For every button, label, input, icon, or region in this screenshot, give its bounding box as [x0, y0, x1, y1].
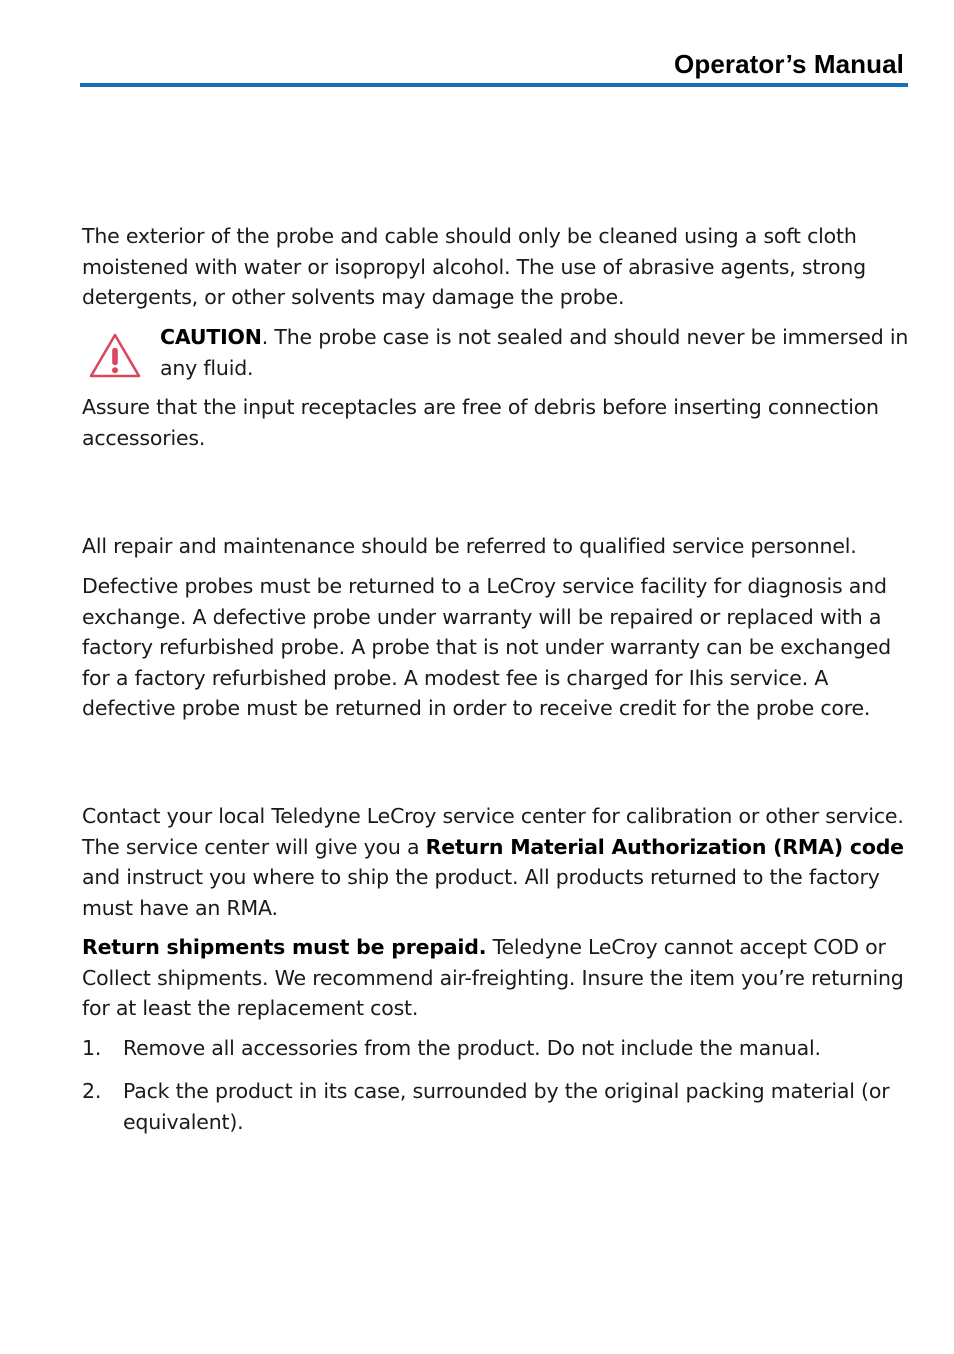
- caution-body: . The probe case is not sealed and should never be immersed in any fluid.: [160, 325, 909, 380]
- returning-p1-after: and instruct you where to ship the product. All products returned to the factory must have an RMA.: [82, 865, 880, 920]
- service-paragraph-1: All repair and maintenance should be referred to qualified service personnel.: [82, 534, 857, 558]
- returning-p2-after: Teledyne LeCroy cannot accept COD or Collect shipments. We recommend air-freighting. Insure the item you’re returning for at least the replacement cost.: [82, 935, 904, 1020]
- header-rule: [80, 83, 908, 87]
- manual-title: Operator’s Manual: [674, 49, 904, 79]
- service-paragraph-2: Defective probes must be returned to a LeCroy service facility for diagnosis and exchange. A defective probe under warranty will be repaired or replaced with a factory refurbished probe. A probe that is not under warranty can be exchanged for a factory refurbished probe. A modest fee is charged for Ihis service. A defective probe must be returned in order to receive credit for the probe core.: [82, 574, 891, 720]
- receptacles-paragraph: Assure that the input receptacles are free of debris before inserting connection accessories.: [82, 395, 879, 450]
- prepaid-bold: Return shipments must be prepaid.: [82, 935, 487, 959]
- caution-note: [82, 322, 912, 386]
- list-item-text: Remove all accessories from the product. Do not include the manual.: [123, 1036, 821, 1060]
- returning-paragraph-2: [82, 932, 912, 1024]
- list-item-text: Pack the product in its case, surrounded by the original packing material (or equivalent).: [123, 1079, 890, 1134]
- returning-p1-text: Contact your local Teledyne LeCroy service center for calibration or other service. The service center will give you a: [82, 804, 904, 859]
- cleaning-paragraph: The exterior of the probe and cable should only be cleaned using a soft cloth moistened with water or isopropyl alcohol. The use of abrasive agents, strong detergents, or other solvents may damage the probe.: [82, 224, 866, 309]
- warning-triangle-icon: [88, 332, 142, 380]
- list-item-number: 1.: [82, 1036, 102, 1060]
- returning-paragraph-1: [82, 801, 912, 923]
- list-item-number: 2.: [82, 1079, 102, 1103]
- caution-text: [160, 322, 910, 383]
- rma-code-bold: Return Material Authorization (RMA) code: [425, 834, 904, 859]
- caution-label: CAUTION: [160, 325, 262, 349]
